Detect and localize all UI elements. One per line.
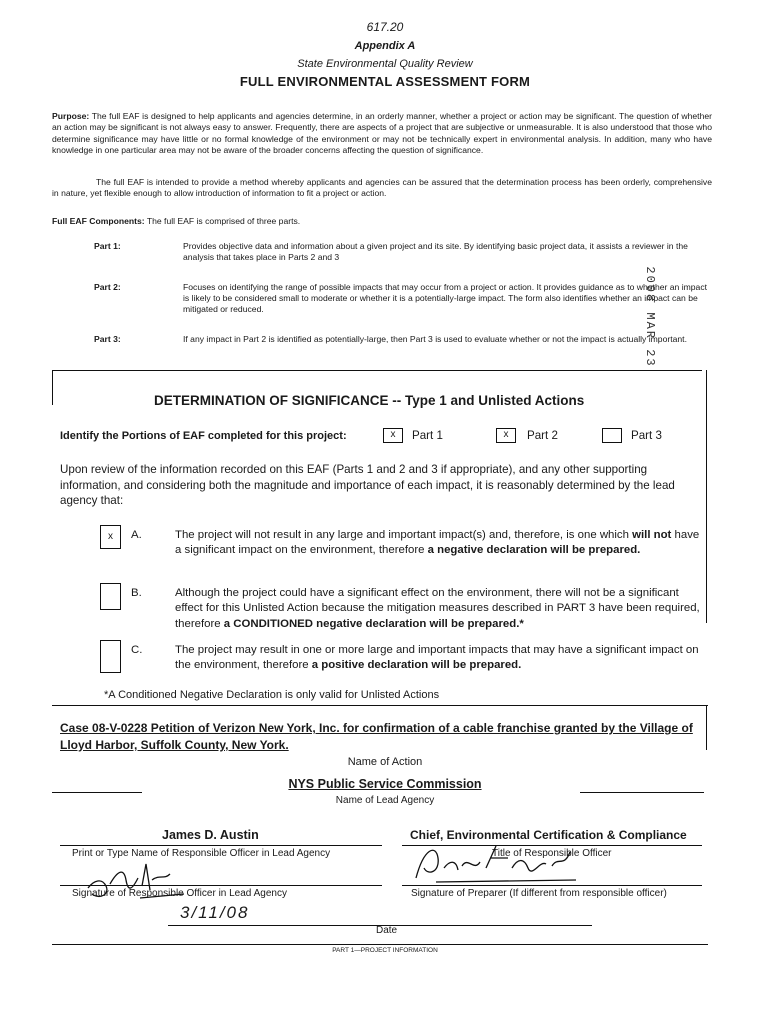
officer-name: James D. Austin — [162, 828, 259, 842]
officer-title: Chief, Environmental Certification & Compliance — [410, 828, 687, 842]
section-top-border — [52, 370, 702, 371]
option-c-text — [175, 643, 705, 674]
option-a-text-plain: The project will not result in any large and important impact(s) and, therefore, is one which — [175, 529, 633, 541]
option-c-checkbox[interactable] — [100, 640, 121, 673]
identify-portions-label: Identify the Portions of EAF completed for this project: — [60, 430, 347, 442]
preparer-signature — [406, 838, 596, 888]
footnote: *A Conditioned Negative Declaration is only valid for Unlisted Actions — [104, 689, 440, 701]
option-a-text-bold1: will not — [632, 529, 672, 541]
components-paragraph — [52, 216, 712, 227]
part3-checkbox[interactable] — [602, 428, 622, 443]
purpose-text: The full EAF is designed to help applicants and agencies determine, in an orderly manner, whether a project or action may be significant. The question of whether an action may be significant is not always easy to answer. Frequently, there are aspects of a project that are subjective or unmeasurable. It is also understood that those who determine significance may have little or no formal knowledge of the environment or may not be technically expert in environmental analysis. In addition, many who have knowledge in one particular area may not be aware of the broader concerns affecting the question of significance. — [52, 111, 712, 156]
part1-label: Part 1: — [94, 241, 121, 251]
next-page-label: PART 1—PROJECT INFORMATION — [332, 947, 438, 954]
option-b-text-plain: Although the project could have a significant effect on the environment, there will not be a significant effect for this Unlisted Action because the mitigation measures described in PART 3 have been required, therefore — [175, 587, 700, 630]
name-of-lead-agency-label: Name of Lead Agency — [335, 795, 435, 806]
option-b-letter: B. — [131, 587, 142, 599]
option-c-letter: C. — [131, 644, 143, 656]
action-right-border — [706, 705, 707, 750]
part1-checkbox-label: Part 1 — [412, 429, 443, 442]
section-left-border — [52, 370, 53, 405]
option-b-text-bold: a CONDITIONED negative declaration will be prepared.* — [223, 617, 524, 630]
action-case: Case 08-V-0228 Petition of Verizon New York, Inc. for confirmation of a cable franchise granted by the Village of Lloyd Harbor, Suffolk County, New York. — [60, 721, 693, 752]
purpose-paragraph-2: The full EAF is intended to provide a method whereby applicants and agencies can be assured that the determination process has been orderly, comprehensive in nature, yet flexible enough to allow introduction of information to fit a project or action. — [52, 177, 712, 199]
option-a-text-mid: have a significant impact on the environment, therefore — [175, 529, 700, 557]
part2-checkbox-label: Part 2 — [527, 429, 558, 442]
components-label: Full EAF Components: — [52, 216, 145, 226]
option-b-checkbox[interactable] — [100, 583, 121, 610]
name-of-action-label: Name of Action — [347, 756, 423, 768]
officer-signature — [80, 850, 200, 910]
option-a-checkbox[interactable]: x — [100, 525, 121, 549]
purpose-paragraph — [52, 111, 712, 157]
part2-checkbox[interactable]: x — [496, 428, 516, 443]
lead-agency: NYS Public Service Commission — [288, 777, 482, 791]
part1-checkbox[interactable]: x — [383, 428, 403, 443]
option-a-letter: A. — [131, 529, 142, 541]
determination-intro: Upon review of the information recorded on this EAF (Parts 1 and 2 and 3 if appropriate), and any other supporting information, and considering both the magnitude and importance of each impact, it is reasonably determined by the lead agency that: — [60, 463, 675, 507]
officer-name-label: Print or Type Name of Responsible Officer in Lead Agency — [72, 848, 331, 859]
date-label: Date — [376, 925, 398, 936]
option-c-text-plain: The project may result in one or more large and important impacts that may have a significant impact on the environment, therefore — [175, 644, 699, 672]
officer-title-label: Title of Responsible Officer — [492, 848, 612, 859]
option-b-text — [175, 586, 705, 632]
officer-signature-label: Signature of Responsible Officer in Lead Agency — [72, 888, 287, 899]
components-text: The full EAF is comprised of three parts. — [144, 216, 301, 226]
option-a-text — [175, 528, 705, 559]
review-label: State Environmental Quality Review — [297, 58, 473, 70]
bottom-border — [52, 944, 708, 945]
agency-line-left — [52, 792, 142, 793]
part3-label: Part 3: — [94, 334, 121, 344]
received-stamp-text: 2008 MAR 23 — [643, 266, 657, 368]
purpose-label: Purpose: — [52, 111, 90, 121]
appendix-label: Appendix A — [354, 40, 416, 52]
date-value: 3/11/08 — [180, 903, 250, 922]
part3-text: If any impact in Part 2 is identified as potentially-large, then Part 3 is used to evaluate whether or not the impact is actually important. — [183, 334, 687, 344]
received-stamp — [628, 240, 668, 410]
preparer-signature-label: Signature of Preparer (If different from responsible officer) — [411, 888, 667, 899]
form-title: FULL ENVIRONMENTAL ASSESSMENT FORM — [239, 74, 531, 89]
option-a-text-bold2: a negative declaration will be prepared. — [427, 544, 641, 557]
agency-line-right — [580, 792, 704, 793]
part2-label: Part 2: — [94, 282, 121, 292]
action-top-border — [52, 705, 708, 706]
section-number: 617.20 — [366, 20, 404, 34]
option-c-text-bold: a positive declaration will be prepared. — [311, 659, 522, 672]
officer-name-line — [60, 845, 382, 846]
preparer-signature-line — [402, 885, 702, 886]
determination-title: DETERMINATION OF SIGNIFICANCE -- Type 1 and Unlisted Actions — [154, 393, 585, 408]
part3-checkbox-label: Part 3 — [631, 429, 662, 442]
part1-text: Provides objective data and information about a given project and its site. By identifying basic project data, it assists a reviewer in the analysis that takes place in Parts 2 and 3 — [183, 241, 688, 263]
part2-text: Focuses on identifying the range of possible impacts that may occur from a project or action. It provides guidance as to whether an impact is likely to be considered small to moderate or whether it is a potentially-large impact. The form also identifies whether an impact can be mitigated or reduced. — [183, 282, 708, 315]
officer-signature-line — [60, 885, 382, 886]
